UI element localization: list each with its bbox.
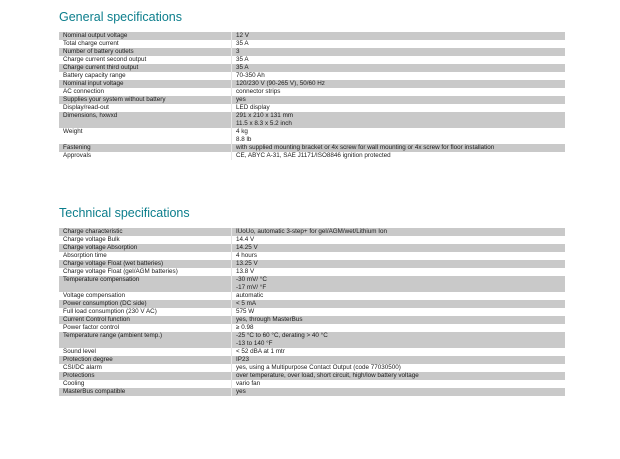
spec-value-line: yes xyxy=(236,96,246,103)
spec-label: Number of battery outlets xyxy=(59,48,232,56)
spec-value-line: CE, ABYC A-31, SAE J1171/ISO8846 ignition protected xyxy=(236,152,391,159)
spec-row xyxy=(59,260,565,268)
spec-value-line: 4 hours xyxy=(236,252,258,259)
spec-value xyxy=(232,32,566,40)
spec-label: Fastening xyxy=(59,144,232,152)
spec-row xyxy=(59,356,565,364)
spec-value xyxy=(232,56,566,64)
spec-value-line: 3 xyxy=(236,48,240,55)
spec-value xyxy=(232,388,566,396)
spec-value-line: 120/230 V (90-265 V), 50/60 Hz xyxy=(236,80,325,87)
spec-row xyxy=(59,316,565,324)
spec-row xyxy=(59,128,565,144)
spec-row xyxy=(59,364,565,372)
technical-specifications-title: Technical specifications xyxy=(59,206,190,220)
spec-label: Dimensions, hxwxd xyxy=(59,112,232,128)
spec-value xyxy=(232,364,566,372)
spec-value-line: 4 kg xyxy=(236,128,248,135)
spec-row xyxy=(59,308,565,316)
spec-row xyxy=(59,324,565,332)
spec-value-line: 14.4 V xyxy=(236,236,255,243)
spec-label: Cooling xyxy=(59,380,232,388)
spec-row xyxy=(59,244,565,252)
spec-value-line: 13.25 V xyxy=(236,260,258,267)
spec-value xyxy=(232,252,566,260)
spec-label: Temperature range (ambient temp.) xyxy=(59,332,232,348)
spec-value xyxy=(232,40,566,48)
spec-label: AC connection xyxy=(59,88,232,96)
spec-value-line: -13 to 140 °F xyxy=(236,340,273,347)
spec-row xyxy=(59,252,565,260)
spec-row xyxy=(59,236,565,244)
spec-row xyxy=(59,64,565,72)
spec-value xyxy=(232,236,566,244)
spec-value xyxy=(232,80,566,88)
spec-row xyxy=(59,332,565,348)
spec-row xyxy=(59,348,565,356)
spec-label: Temperature compensation xyxy=(59,276,232,292)
spec-row xyxy=(59,48,565,56)
spec-label: Charge voltage Float (gel/AGM batteries) xyxy=(59,268,232,276)
technical-specifications-table xyxy=(59,228,565,396)
spec-value-line: -30 mV/ °C xyxy=(236,276,267,283)
spec-value xyxy=(232,276,566,292)
spec-label: Weight xyxy=(59,128,232,144)
spec-value xyxy=(232,112,566,128)
spec-value-line: yes xyxy=(236,388,246,395)
spec-label: Nominal output voltage xyxy=(59,32,232,40)
spec-value-line: 11.5 x 8.3 x 5.2 inch xyxy=(236,120,292,127)
spec-value xyxy=(232,48,566,56)
spec-label: Charge characteristic xyxy=(59,228,232,236)
spec-row xyxy=(59,56,565,64)
spec-value-line: IUoUo, automatic 3-step+ for gel/AGM/wet/Lithium Ion xyxy=(236,228,388,235)
spec-value xyxy=(232,88,566,96)
spec-value xyxy=(232,316,566,324)
spec-label: Current Control function xyxy=(59,316,232,324)
spec-label: Charge current third output xyxy=(59,64,232,72)
spec-row xyxy=(59,88,565,96)
spec-value-line: < 52 dBA at 1 mtr xyxy=(236,348,285,355)
spec-value xyxy=(232,64,566,72)
spec-row xyxy=(59,292,565,300)
spec-value-line: connector strips xyxy=(236,88,281,95)
spec-row xyxy=(59,72,565,80)
spec-row xyxy=(59,32,565,40)
spec-label: Supplies your system without battery xyxy=(59,96,232,104)
spec-label: Power consumption (DC side) xyxy=(59,300,232,308)
spec-value xyxy=(232,332,566,348)
spec-row xyxy=(59,300,565,308)
spec-row xyxy=(59,152,565,160)
spec-value-line: yes, through MasterBus xyxy=(236,316,303,323)
spec-value-line: with supplied mounting bracket or 4x screw for wall mounting or 4x screw for floor installation xyxy=(236,144,495,151)
spec-row xyxy=(59,96,565,104)
spec-label: Charge voltage Absorption xyxy=(59,244,232,252)
spec-row xyxy=(59,388,565,396)
spec-label: Sound level xyxy=(59,348,232,356)
spec-value xyxy=(232,96,566,104)
spec-value-line: LED display xyxy=(236,104,270,111)
spec-value xyxy=(232,380,566,388)
spec-value xyxy=(232,72,566,80)
spec-label: Protections xyxy=(59,372,232,380)
spec-label: Charge current second output xyxy=(59,56,232,64)
spec-label: Nominal input voltage xyxy=(59,80,232,88)
spec-value xyxy=(232,300,566,308)
spec-row xyxy=(59,268,565,276)
spec-value xyxy=(232,260,566,268)
spec-value-line: 12 V xyxy=(236,32,249,39)
spec-value-line: automatic xyxy=(236,292,264,299)
spec-value-line: 35 A xyxy=(236,56,249,63)
spec-value-line: IP23 xyxy=(236,356,249,363)
spec-label: MasterBus compatible xyxy=(59,388,232,396)
spec-label: Power factor control xyxy=(59,324,232,332)
spec-value-line: 14.25 V xyxy=(236,244,258,251)
spec-value-line: ≥ 0.98 xyxy=(236,324,254,331)
spec-value-line: < 5 mA xyxy=(236,300,257,307)
spec-value xyxy=(232,144,566,152)
spec-value xyxy=(232,152,566,160)
spec-label: CSI/DC alarm xyxy=(59,364,232,372)
spec-row xyxy=(59,144,565,152)
spec-value xyxy=(232,128,566,144)
spec-value-line: vario fan xyxy=(236,380,261,387)
spec-label: Charge voltage Bulk xyxy=(59,236,232,244)
spec-value-line: over temperature, over load, short circuit, high/low battery voltage xyxy=(236,372,419,379)
spec-row xyxy=(59,372,565,380)
spec-value xyxy=(232,308,566,316)
general-specifications-title: General specifications xyxy=(59,10,182,24)
spec-value xyxy=(232,372,566,380)
spec-value xyxy=(232,104,566,112)
spec-value xyxy=(232,268,566,276)
spec-label: Battery capacity range xyxy=(59,72,232,80)
spec-value xyxy=(232,324,566,332)
spec-label: Voltage compensation xyxy=(59,292,232,300)
spec-row xyxy=(59,40,565,48)
spec-value xyxy=(232,348,566,356)
spec-row xyxy=(59,276,565,292)
spec-label: Protection degree xyxy=(59,356,232,364)
general-specifications-table xyxy=(59,32,565,160)
spec-row xyxy=(59,80,565,88)
spec-value-line: 291 x 210 x 131 mm xyxy=(236,112,294,119)
spec-label: Approvals xyxy=(59,152,232,160)
spec-value xyxy=(232,356,566,364)
spec-value xyxy=(232,292,566,300)
spec-value xyxy=(232,244,566,252)
spec-row xyxy=(59,380,565,388)
spec-value xyxy=(232,228,566,236)
spec-label: Display/read-out xyxy=(59,104,232,112)
spec-value-line: 35 A xyxy=(236,40,249,47)
spec-value-line: -17 mV/ °F xyxy=(236,284,267,291)
spec-label: Full load consumption (230 V AC) xyxy=(59,308,232,316)
spec-value-line: 8.8 lb xyxy=(236,136,252,143)
spec-value-line: 35 A xyxy=(236,64,249,71)
spec-row xyxy=(59,104,565,112)
spec-value-line: 13.8 V xyxy=(236,268,255,275)
spec-value-line: 575 W xyxy=(236,308,255,315)
spec-value-line: -25 °C to 60 °C, derating > 40 °C xyxy=(236,332,328,339)
spec-label: Charge voltage Float (wet batteries) xyxy=(59,260,232,268)
spec-row xyxy=(59,112,565,128)
spec-value-line: 70-350 Ah xyxy=(236,72,265,79)
spec-value-line: yes, using a Multipurpose Contact Output (code 77030500) xyxy=(236,364,401,371)
spec-label: Absorption time xyxy=(59,252,232,260)
spec-label: Total charge current xyxy=(59,40,232,48)
spec-row xyxy=(59,228,565,236)
